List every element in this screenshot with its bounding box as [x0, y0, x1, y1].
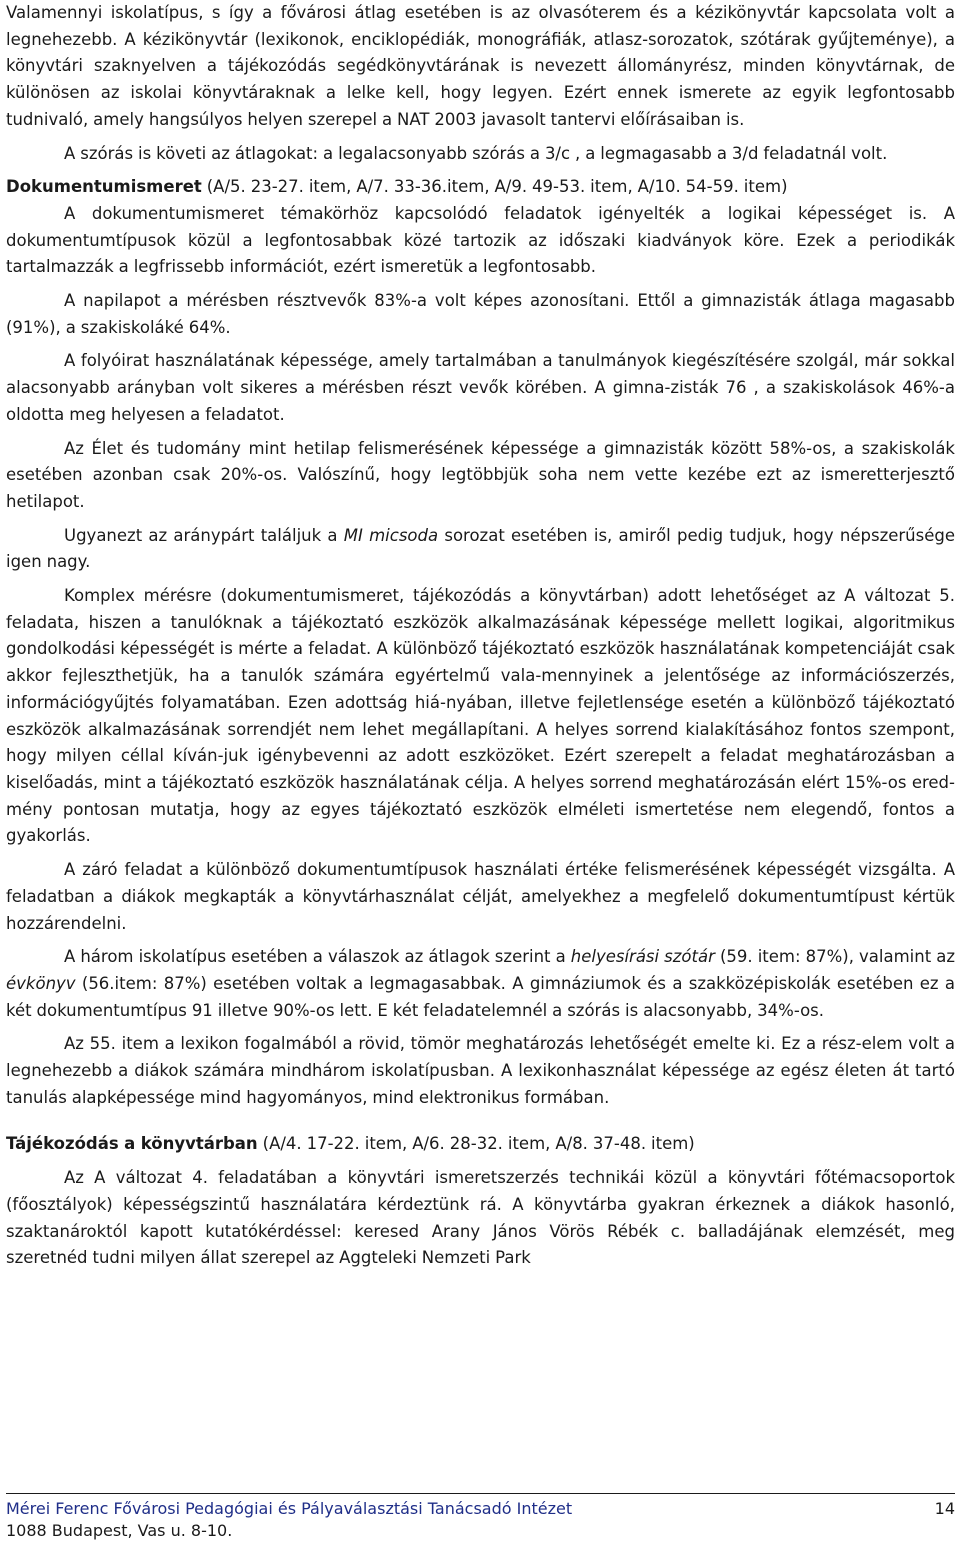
- page-body: [6, 0, 955, 1272]
- heading-items: (A/4. 17-22. item, A/6. 28-32. item, A/8. 37-48. item): [257, 1134, 695, 1154]
- paragraph-elet-es-tudomany: Az Élet és tudomány mint hetilap felismerésének képessége a gimnazisták között 58%-os, a szakiskolák esetében azonban csak 20%-os. Valószínű, hogy legtöbbjük soha nem vette kezébe ezt az ismeretterjesztő hetilapot.: [6, 438, 955, 511]
- paragraph-mi-micsoda: [6, 523, 955, 576]
- heading-items: (A/5. 23-27. item, A/7. 33-36.item, A/9. 49-53. item, A/10. 54-59. item): [201, 177, 788, 197]
- heading-title: Tájékozódás a könyvtárban: [6, 1134, 258, 1154]
- section-heading-tajekozodas: [6, 1131, 955, 1158]
- paragraph-dokumentumtipusok: A dokumentumismeret témakörhöz kapcsolódó feladatok igényelték a logikai képességet is. A dokumentumtípusok közül a legfontosabbak közé tartozik az időszaki kiadványok köre. Ezek a periodikák tartalmazzák a legfrissebb információt, ezért ismeretük a legfontosabb.: [6, 203, 955, 277]
- text-segment: A három iskolatípus esetében a válaszok az átlagok szerint a: [64, 947, 571, 967]
- section-heading-dokumentumismeret: [6, 174, 955, 201]
- text-segment: (56.item: 87%) esetében voltak a legmagasabbak. A gimnáziumok és a szakközépiskolák esetében ez a két dokumentumtípus 91 illetve 90%-os lett. E két feladatelemnél a szórás is alacsonyabb, 34%-os.: [6, 973, 955, 1020]
- paragraph-kezikonyvtar: Valamennyi iskolatípus, s így a fővárosi átlag esetében is az olvasóterem és a kézikönyvtár kapcsolata volt a legnehezebb. A kézikönyvtár (lexikonok, enciklopédiák, monográfiák, atlasz-sorozatok, szótárak gyűjteménye), a könyvtári szaknyelven a tájékozódás segédkönyvtárának is nevezett állományrész, minden könyvtárnak, de különösen az iskolai könyvtáraknak a lelke kell, hogy legyen. Ezért ennek ismerete az egyik legfontosabb tudnivaló, amely hangsúlyos helyen szerepel a NAT 2003 javasolt tantervi előírásaiban is.: [6, 3, 955, 129]
- page-footer: [6, 1493, 955, 1542]
- footer-address: 1088 Budapest, Vas u. 8-10.: [6, 1521, 233, 1540]
- text-segment: (59. item: 87%), valamint az: [714, 947, 956, 967]
- paragraph-folyoirat: A folyóirat használatának képessége, amely tartalmában a tanulmányok kiegészítésére szolgál, már sokkal alacsonyabb arányban volt sikeres a mérésben részt vevők körében. A gimna-zisták 76 , a szakiskolások 46%-a oldotta meg helyesen a feladatot.: [6, 351, 955, 424]
- paragraph-szoras: A szórás is követi az átlagokat: a legalacsonyabb szórás a 3/c , a legmagasabb a 3/d feladatnál volt.: [64, 143, 888, 163]
- paragraph-a-valtozat-4: Az A változat 4. feladatában a könyvtári ismeretszerzés technikái közül a könyvtári főtémacsoportok (főosztályok) képességszintű használatára kérdeztünk rá. A könyvtárba gyakran érkeznek a diákok hasonló, szaktanároktól kapott kutatókérdéssel: keresed Arany János Vörös Rébék c. balladájának elemzését, meg szeretnéd tudni milyen állat szerepel az Aggteleki Nemzeti Park: [6, 1168, 955, 1268]
- italic-title: évkönyv: [6, 973, 76, 993]
- page-number: 14: [934, 1499, 955, 1518]
- footer-institute: Mérei Ferenc Fővárosi Pedagógiai és Pályaválasztási Tanácsadó Intézet: [6, 1499, 573, 1518]
- text-segment: Ugyanezt az aránypárt találjuk a: [64, 525, 344, 545]
- paragraph-napilap: A napilapot a mérésben résztvevők 83%-a volt képes azonosítani. Ettől a gimnazisták átlaga magasabb (91%), a szakiskoláké 64%.: [6, 291, 955, 337]
- paragraph-harom-iskolatipus: [6, 944, 955, 1024]
- text-segment: sorozat esetében is, amiről pedig tudjuk, hogy népszerűsége igen nagy.: [6, 525, 956, 572]
- heading-title: Dokumentumismeret: [6, 177, 202, 197]
- paragraph-komplex-meres: Komplex mérésre (dokumentumismeret, tájékozódás a könyvtárban) adott lehetőséget az A változat 5. feladata, hiszen a tanulóknak a tájékoztató eszközök alkalmazásának képessége mellett logikai, algoritmikus gondolkodási képességét is mérte a feladat. A különböző tájékoztató eszközök használatának kompetenciáját csak akkor fejleszthetjük, ha a tanulók számára egyértelmű vala-mennyinek a jelentősége az információszerzés, információgyűjtés folyamatában. Ezen adottság hiá-nyában, illetve fejletlensége esetén a különböző tájékoztató eszközök alkalmazásának sorrendjét nem lehet megállapítani. A helyes sorrend kialakításához fontos szempont, hogy milyen céllal kíván-juk igénybevenni az adott eszközöket. Ezért szerepelt a feladat meghatározásban a kiselőadás, mint a tájékoztató eszközök használatának célja. A helyes sorrend meghatározásán elért 15%-os ered-mény pontosan mutatja, hogy az egyes tájékoztató eszközök elméleti ismertetése nem elegendő, fontos a gyakorlás.: [6, 586, 955, 846]
- paragraph-lexikon: Az 55. item a lexikon fogalmából a rövid, tömör meghatározás lehetőségét emelte ki. Ez a rész-elem volt a legnehezebb a diákok számára mindhárom iskolatípusban. A lexikonhasználat képessége az egész életen át tartó tanulás alapképessége mind hagyományos, mind elektronikus formában.: [6, 1034, 955, 1107]
- paragraph-zaro-feladat: A záró feladat a különböző dokumentumtípusok használati értéke felismerésének képességét vizsgálta. A feladatban a diákok megkapták a könyvtárhasználat célját, amelyekhez a megfelelő dokumentumtípust kértük hozzárendelni.: [6, 860, 955, 933]
- italic-title: MI micsoda: [343, 525, 439, 545]
- italic-title: helyesírási szótár: [570, 947, 715, 967]
